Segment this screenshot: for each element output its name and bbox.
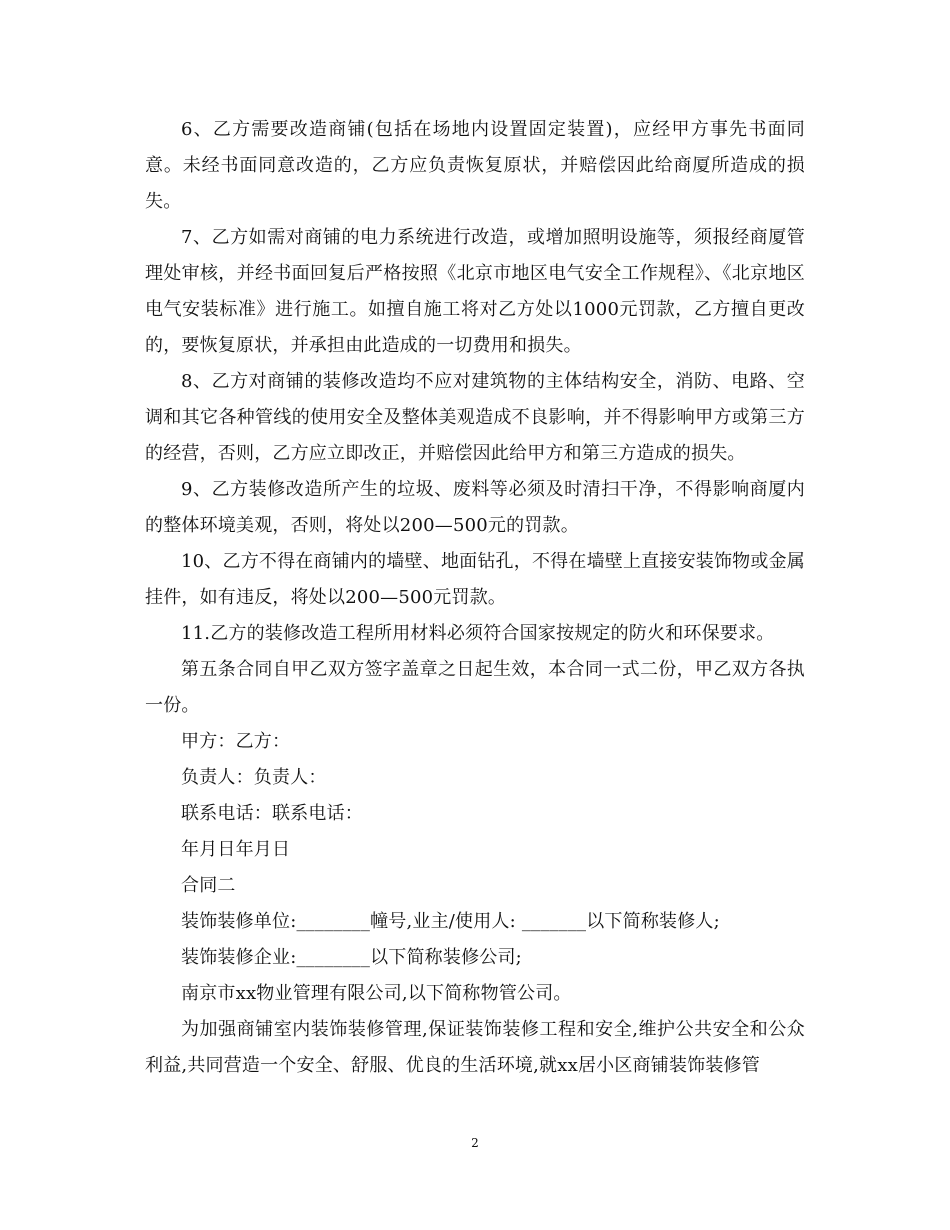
preamble-paragraph: 为加强商铺室内装饰装修管理,保证装饰装修工程和安全,维护公共安全和公众利益,共同营造一个安全、舒服、优良的生活环境,就xx居小区商铺装饰装修管 <box>145 1019 805 1076</box>
clause-11: 11.乙方的装修改造工程所用材料必须符合国家按规定的防火和环保要求。 <box>181 623 775 644</box>
decoration-company-line: 装饰装修企业:________以下简称装修公司; <box>181 947 522 968</box>
decoration-unit-line: 装饰装修单位:________幢号,业主/使用人: _______以下简称装修人; <box>181 911 720 932</box>
page-number: 2 <box>471 1136 479 1150</box>
signature-responsible: 负责人：负责人： <box>181 767 327 788</box>
clause-6: 6、乙方需要改造商铺(包括在场地内设置固定装置)，应经甲方事先书面同意。未经书面同意改造的，乙方应负责恢复原状，并赔偿因此给商厦所造成的损失。 <box>145 119 805 212</box>
property-company-line: 南京市xx物业管理有限公司,以下简称物管公司。 <box>181 983 572 1004</box>
signature-phone: 联系电话：联系电话： <box>181 803 363 824</box>
clause-8: 8、乙方对商铺的装修改造均不应对建筑物的主体结构安全，消防、电路、空调和其它各种管线的使用安全及整体美观造成不良影响，并不得影响甲方或第三方的经营，否则，乙方应立即改正，并赔偿因此给甲方和第三方造成的损失。 <box>145 371 805 464</box>
clause-10: 10、乙方不得在商铺内的墙壁、地面钻孔，不得在墙壁上直接安装饰物或金属挂件，如有违反，将处以200—500元罚款。 <box>145 551 805 608</box>
signature-parties: 甲方：乙方： <box>181 731 291 752</box>
clause-9: 9、乙方装修改造所产生的垃圾、废料等必须及时清扫干净，不得影响商厦内的整体环境美观，否则，将处以200—500元的罚款。 <box>145 479 805 536</box>
article-5: 第五条合同自甲乙双方签字盖章之日起生效，本合同一式二份，甲乙双方各执一份。 <box>145 659 805 716</box>
signature-date: 年月日年月日 <box>181 839 291 860</box>
contract-two-heading: 合同二 <box>181 875 236 896</box>
clause-7: 7、乙方如需对商铺的电力系统进行改造，或增加照明设施等，须报经商厦管理处审核，并经书面回复后严格按照《北京市地区电气安全工作规程》、《北京地区电气安装标准》进行施工。如擅自施工将对乙方处以1000元罚款，乙方擅自更改的，要恢复原状，并承担由此造成的一切费用和损失。 <box>145 227 805 356</box>
document-body <box>145 112 805 1084</box>
